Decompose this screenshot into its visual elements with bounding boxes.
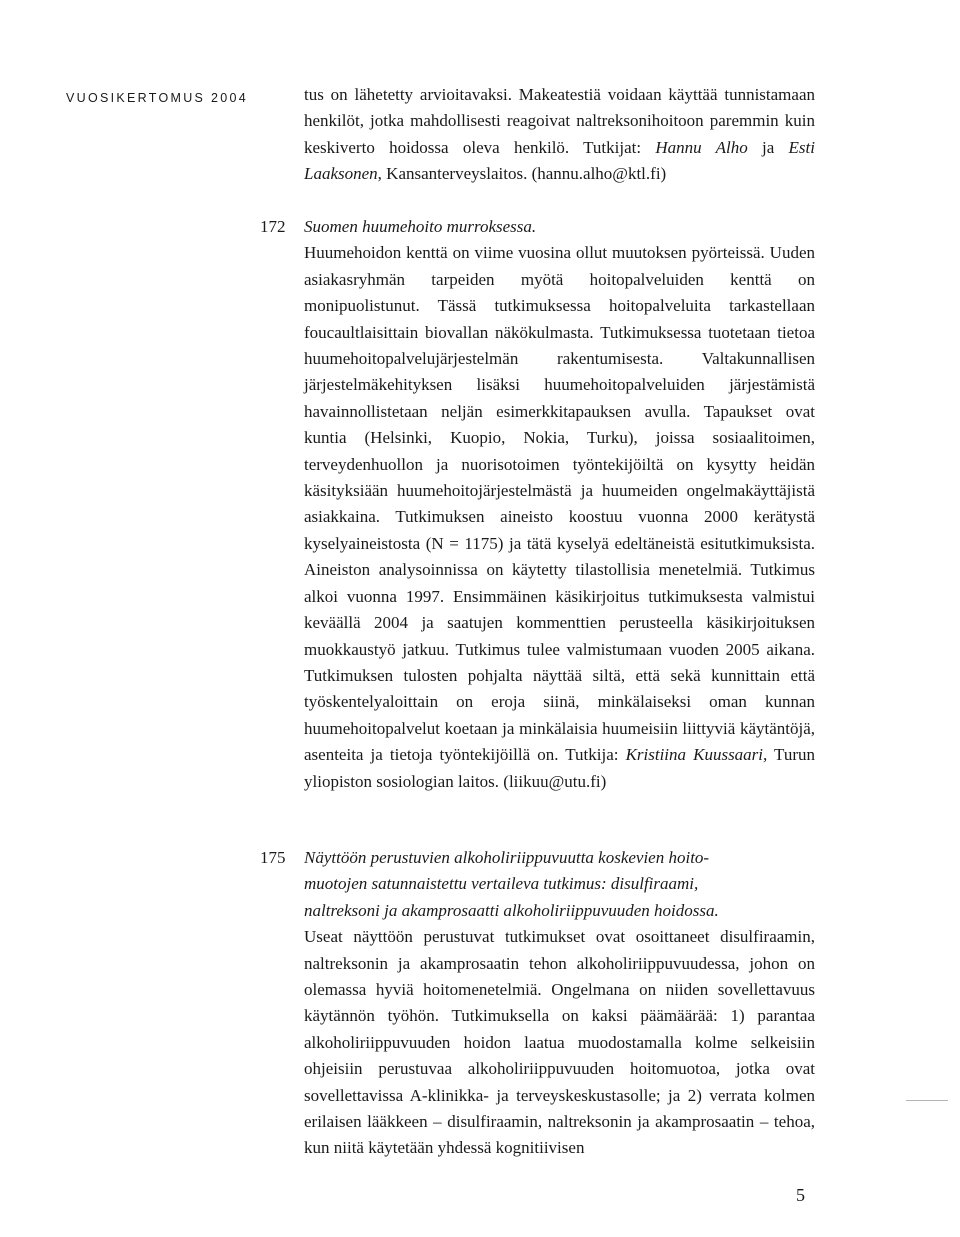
intro-paragraph: [304, 82, 815, 188]
margin-scan-mark: [906, 1100, 948, 1101]
entry-172: [260, 214, 816, 795]
entry-heading: [260, 214, 815, 240]
researcher-name: Kristiina Kuussaari,: [625, 745, 768, 765]
page-number: 5: [796, 1185, 805, 1205]
entry-title: Suomen huumehoito murroksessa.: [304, 217, 537, 236]
author-name-2: Esti Laaksonen: [304, 137, 815, 184]
entry-title-line: naltreksoni ja akamprosaatti alkoholiriippuvuuden hoidossa.: [304, 900, 719, 920]
entry-number: 175: [260, 848, 286, 867]
entry-body: [304, 240, 815, 795]
entry-body: Useat näyttöön perustuvat tutkimukset ovat osoittaneet disulfiraamin, naltreksonin ja akamprosaatin tehon alkoholiriippuvuudessa, johon on olemassa hyviä hoitomenetelmiä. Ongelmana on niiden sovellettavuus käytännön työhön. Tutkimuksella on kaksi päämäärää: 1) parantaa alkoholiriippuvuuden hoidon laatua muodostamalla kolme selkeisiin ohjeisiin perustuvaa alkoholiriippuvuuden hoitomuotoa, jotka ovat sovellettavissa A-klinikka- ja terveyskeskustasolle; ja 2) verrata kolmen erilaisen lääkkeen – disulfiraamin, naltreksonin ja akamprosaatin – tehoa, kun niitä käytetään yhdessä kognitiivisen: [304, 927, 815, 1158]
intro-text: tus on lähetetty arvioitavaksi. Makeatestiä voidaan käyttää tunnistamaan henkilöt, jotka mahdollisesti reagoivat naltreksonihoitoon paremmin kuin keskiverto hoidossa oleva henkilö. Tutkijat:: [304, 85, 815, 157]
entry-title-line: muotojen satunnaistettu vertaileva tutkimus: disulfiraami,: [304, 874, 699, 894]
intro-paragraph-block: [304, 82, 815, 188]
conjunction: ja: [747, 137, 789, 157]
intro-affiliation: , Kansanterveyslaitos. (hannu.alho@ktl.fi): [377, 164, 667, 184]
entry-title-line: Näyttöön perustuvien alkoholiriippuvuutta koskevien hoito-: [304, 848, 710, 867]
running-header: VUOSIKERTOMUS 2004: [66, 91, 248, 105]
entry-heading: [260, 845, 815, 924]
entry-number: 172: [260, 217, 286, 236]
author-name: Hannu Alho: [655, 137, 748, 157]
entry-body-text: Huumehoidon kenttä on viime vuosina ollut muutoksen pyörteissä. Uuden asiakasryhmän tarpeiden myötä hoitopalveluiden kenttä on monipuolistunut. Tässä tutkimuksessa hoitopalveluita tarkastellaan foucaultlaisittain biovallan näkökulmasta. Tutkimuksessa tuotetaan tietoa huumehoitopalvelujärjestelmän rakentumisesta. Valtakunnallisen järjestelmäkehityksen lisäksi huumehoitopalveluiden järjestämistä havainnollistetaan neljän esimerkkitapauksen avulla. Tapaukset ovat kuntia (Helsinki, Kuopio, Nokia, Turku), joissa sosiaalitoimen, terveydenhuollon ja nuorisotoimen työntekijöiltä on kysytty heidän käsityksiään huumehoitojärjestelmästä ja huumeiden ongelmakäyttäjistä asiakkaina. Tutkimuksen aineisto koostuu vuonna 2000 kerätystä kyselyaineistosta (N = 1175) ja tätä kyselyä edeltäneistä esitutkimuksista. Aineiston analysoinnissa on käytetty tilastollisia menetelmiä. Tutkimus alkoi vuonna 1997. Ensimmäinen käsikirjoitus tutkimuksesta valmistui keväällä 2004 ja saatujen kommenttien perusteella käsikirjoituksen muokkaustyö jatkuu. Tutkimus tulee valmistumaan vuoden 2005 aikana. Tutkimuksen tulosten pohjalta näyttää siltä, että sekä kunnittain että työskentelyaloittain on eroja siinä, minkälaiseksi oman kunnan huumehoitopalvelut koetaan ja minkälaisia huumeisiin liittyviä käytäntöjä, asenteita ja tietoja työntekijöillä on. Tutkija:: [304, 243, 815, 765]
researcher-affiliation: Turun yliopiston sosiologian laitos. (liikuu@utu.fi): [304, 745, 816, 791]
entry-175: [260, 845, 815, 1162]
